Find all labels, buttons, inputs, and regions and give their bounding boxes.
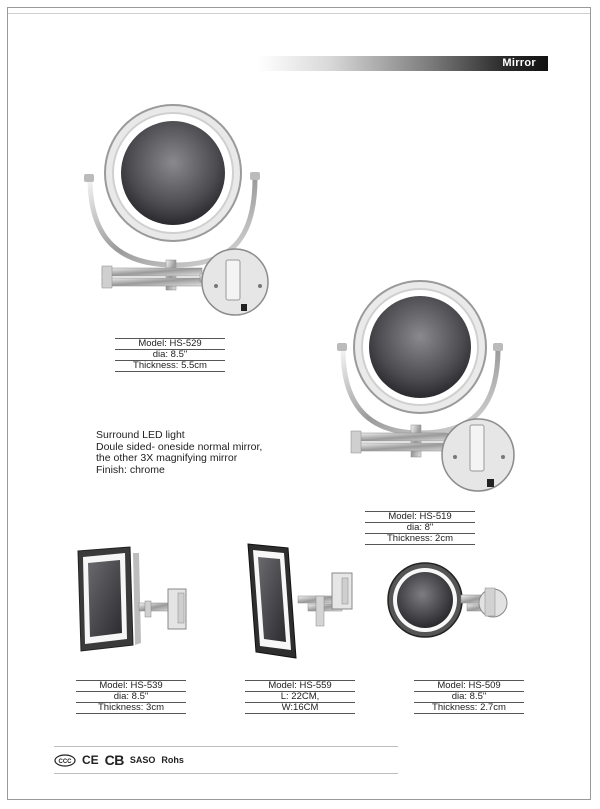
ce-mark: CE [82, 753, 99, 767]
model-label: Model: HS-529 [115, 338, 225, 349]
cb-mark: CB [104, 752, 124, 768]
category-title: Mirror [502, 57, 536, 69]
model-label: Model: HS-509 [414, 680, 524, 691]
spec-line-2: Thickness: 5.5cm [115, 360, 225, 372]
spec-hs-529 [115, 338, 225, 372]
mirror-hs-509-image [387, 548, 512, 653]
model-label: Model: HS-519 [365, 511, 475, 522]
mirror-hs-539-image [75, 545, 195, 660]
spec-line-1: L: 22CM, [245, 691, 355, 702]
spec-hs-559 [245, 680, 355, 714]
rohs-mark: Rohs [161, 755, 184, 765]
svg-text:CCC: CCC [58, 758, 72, 765]
spec-line-1: dia: 8" [365, 522, 475, 533]
spec-line-1: dia: 8.5" [115, 349, 225, 360]
spec-line-2: W:16CM [245, 702, 355, 714]
spec-line-2: Thickness: 3cm [76, 702, 186, 714]
mirror-hs-559-image [246, 540, 361, 665]
description-line: Surround LED light [96, 429, 185, 441]
description-line: Finish: chrome [96, 463, 165, 476]
model-label: Model: HS-559 [245, 680, 355, 691]
certification-marks [54, 752, 184, 768]
spec-line-2: Thickness: 2cm [365, 533, 475, 545]
spec-line-2: Thickness: 2.7cm [414, 702, 524, 714]
spec-line-1: dia: 8.5" [76, 691, 186, 702]
spec-hs-509 [414, 680, 524, 714]
spec-hs-539 [76, 680, 186, 714]
mirror-hs-529-image [80, 100, 270, 310]
category-banner [258, 56, 548, 71]
ccc-mark-icon [54, 754, 76, 767]
product-description [96, 430, 262, 476]
saso-mark: SASO [129, 755, 156, 765]
spec-line-1: dia: 8.5" [414, 691, 524, 702]
model-label: Model: HS-539 [76, 680, 186, 691]
footer-divider-bottom [54, 773, 398, 774]
top-divider [8, 13, 590, 14]
footer-divider-top [54, 746, 398, 747]
spec-hs-519 [365, 511, 475, 545]
description-line: the other 3X magnifying mirror [96, 452, 238, 464]
mirror-hs-519-image [335, 285, 525, 500]
description-line: Doule sided- oneside normal mirror, [96, 440, 263, 453]
